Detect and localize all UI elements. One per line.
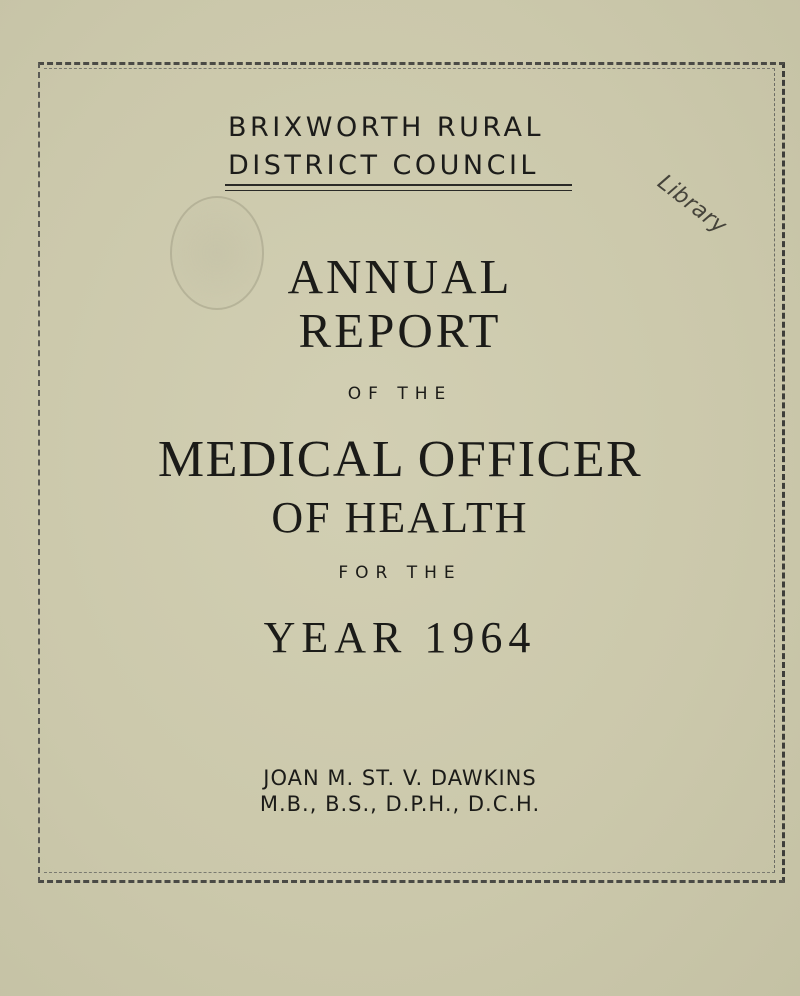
title-annual: ANNUAL bbox=[287, 249, 513, 304]
title-report: REPORT bbox=[298, 303, 502, 358]
title-year: YEAR 1964 bbox=[263, 613, 537, 662]
title-medical-officer: MEDICAL OFFICER bbox=[157, 431, 643, 488]
library-stamp-text: Library bbox=[652, 170, 732, 240]
council-name-line-1: BRIXWORTH RURAL bbox=[228, 112, 545, 143]
header-rule bbox=[225, 184, 572, 191]
author-name: JOAN M. ST. V. DAWKINS bbox=[263, 766, 537, 790]
title-of-the: OF THE bbox=[347, 384, 453, 404]
title-for-the: FOR THE bbox=[338, 563, 462, 583]
author-qualifications: M.B., B.S., D.P.H., D.C.H. bbox=[259, 792, 541, 816]
council-name-line-2: DISTRICT COUNCIL bbox=[228, 150, 539, 181]
title-of-health: OF HEALTH bbox=[271, 493, 529, 542]
